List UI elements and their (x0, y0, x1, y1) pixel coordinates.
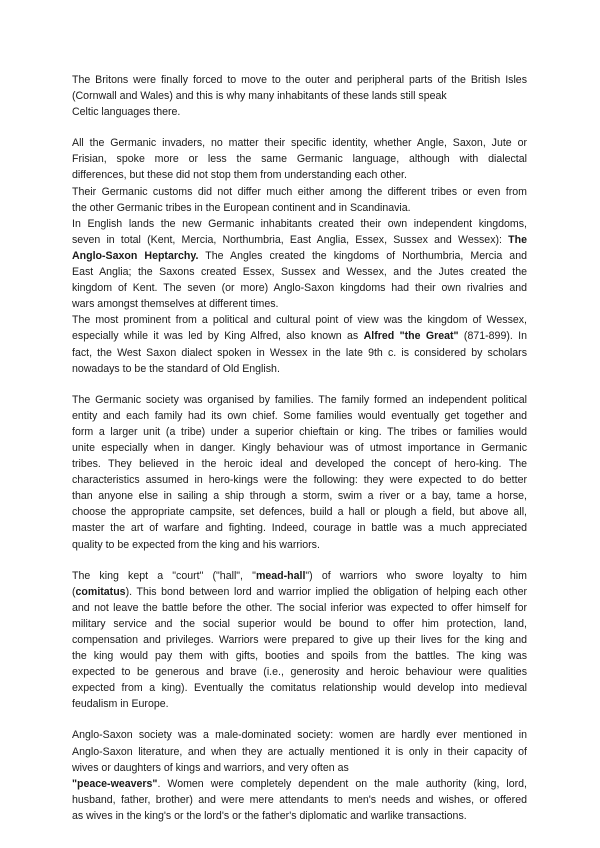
text-line: choose the appropriate campsite, set defences, build a hall or plough a field, but above all, (72, 506, 527, 519)
text-line: fact, the West Saxon dialect spoken in Wessex in the late 9th c. is considered by scholars (72, 346, 527, 359)
text-run: ") of warriors who swore loyalty to him (305, 569, 527, 582)
text-line: as wives in the king's or the lord's or the father's diplomatic and warlike transactions. (72, 809, 467, 822)
text-line (72, 248, 527, 264)
bold-term-heptarchy: Anglo-Saxon Heptarchy. (72, 249, 199, 262)
text-line: Anglo-Saxon literature, and when they are actually mentioned it is only in their capacity of (72, 745, 527, 758)
paragraph-women (72, 727, 527, 824)
bold-term-peace-weavers: "peace-weavers" (72, 777, 158, 790)
paragraph-comitatus (72, 568, 527, 713)
text-line: In English lands the new Germanic inhabitants created their own independent kingdoms, (72, 217, 527, 230)
text-line: (Cornwall and Wales) and this is why many inhabitants of these lands still speak (72, 90, 447, 103)
text-line: East Anglia; the Saxons created Essex, Sussex and Wessex, and the Jutes created the (72, 266, 527, 279)
text-run: The king kept a "court" ("hall", " (72, 569, 256, 582)
text-run: . Women were completely dependent on the male authority (king, lord, (157, 777, 527, 790)
text-line: kingdom of Kent. The seven (or more) Anglo-Saxon kingdoms had their own rivalries and (72, 282, 527, 295)
text-line: characteristics assumed in hero-kings were the following: they were expected to do better (72, 474, 527, 487)
text-line: form a larger unit (a tribe) under a superior chieftain or king. The tribes or families would (72, 425, 527, 438)
text-line: expected from a king). Eventually the comitatus relationship would develop into medieval (72, 682, 527, 695)
text-line (72, 232, 527, 248)
text-line: wars amongst themselves at different times. (72, 298, 279, 311)
text-line: Their Germanic customs did not differ much either among the different tribes or even from (72, 185, 527, 198)
document-page (72, 72, 527, 824)
text-line: The Britons were finally forced to move to the outer and peripheral parts of the British Isles (72, 74, 527, 86)
text-line: The most prominent from a political and cultural point of view was the kingdom of Wessex, (72, 314, 527, 327)
text-line: unite especially when in danger. Kingly behaviour was of utmost importance in Germanic (72, 441, 527, 454)
text-line: wives or daughters of kings and warriors, and very often as (72, 761, 349, 774)
text-line: entity and each family had its own chief. Some families would eventually get together and (72, 409, 527, 422)
bold-term-comitatus: comitatus (75, 585, 126, 598)
text-line (72, 328, 527, 344)
text-run: (871-899). In (458, 330, 528, 343)
paragraph-germanic-society (72, 392, 527, 553)
text-line: tribes. They believed in the heroic ideal and developed the concept of hero-king. The (72, 458, 527, 471)
text-line: Frisian, spoke more or less the same Germanic language, although with dialectal (72, 153, 527, 166)
bold-term-the: The (508, 233, 527, 246)
text-line: expected to be generous and brave (i.e., generosity and heroic behaviour were qualities (72, 666, 527, 679)
text-line: The Germanic society was organised by families. The family formed an independent political (72, 393, 527, 406)
text-run: seven in total (Kent, Mercia, Northumbria, East Anglia, Essex, Sussex and Wessex): (72, 233, 509, 246)
text-line: and not leave the battle before the other. The social inferior was expected to offer himself for (72, 601, 527, 614)
text-line (72, 568, 527, 584)
text-line: the other Germanic tribes in the European continent and in Scandinavia. (72, 201, 411, 214)
text-line: Celtic languages there. (72, 106, 181, 119)
text-line: husband, father, brother) and were mere attendants to men's needs and wishes, or offered (72, 793, 527, 806)
text-run: ). This bond between lord and warrior implied the obligation of helping each other (125, 585, 527, 598)
text-line: All the Germanic invaders, no matter their specific identity, whether Angle, Saxon, Jute or (72, 137, 527, 150)
text-line: military service and the social superior would be bound to offer him protection, land, (72, 617, 527, 630)
text-line: feudalism in Europe. (72, 698, 169, 711)
text-run: The Angles created the kingdoms of Northumbria, Mercia and (198, 249, 527, 262)
text-line: differences, but these did not stop them from understanding each other. (72, 169, 407, 182)
bold-term-alfred: Alfred "the Great" (363, 330, 459, 343)
bold-term-mead-hall: mead-hall (255, 569, 306, 582)
text-line (72, 776, 527, 792)
text-line: than anyone else in sailing a ship through a storm, swim a river or a bay, tame a horse, (72, 490, 527, 503)
text-line: the king would pay them with gifts, booties and spoils from the battles. The king was (72, 650, 527, 663)
text-line (72, 584, 527, 600)
text-line: nowadays to be the standard of Old English. (72, 362, 280, 375)
text-run: ( (72, 585, 76, 598)
paragraph-germanic-invaders (72, 135, 527, 376)
text-line: quality to be expected from the king and his warriors. (72, 538, 320, 551)
text-line: compensation and privileges. Warriors were prepared to give up their lives for the king and (72, 634, 527, 646)
paragraph-britons (72, 72, 527, 120)
text-run: especially while it was led by King Alfred, also known as (72, 330, 364, 343)
text-line: Anglo-Saxon society was a male-dominated society: women are hardly ever mentioned in (72, 729, 527, 742)
text-line: master the art of warfare and fighting. Indeed, courage in battle was a much appreciated (72, 522, 527, 535)
